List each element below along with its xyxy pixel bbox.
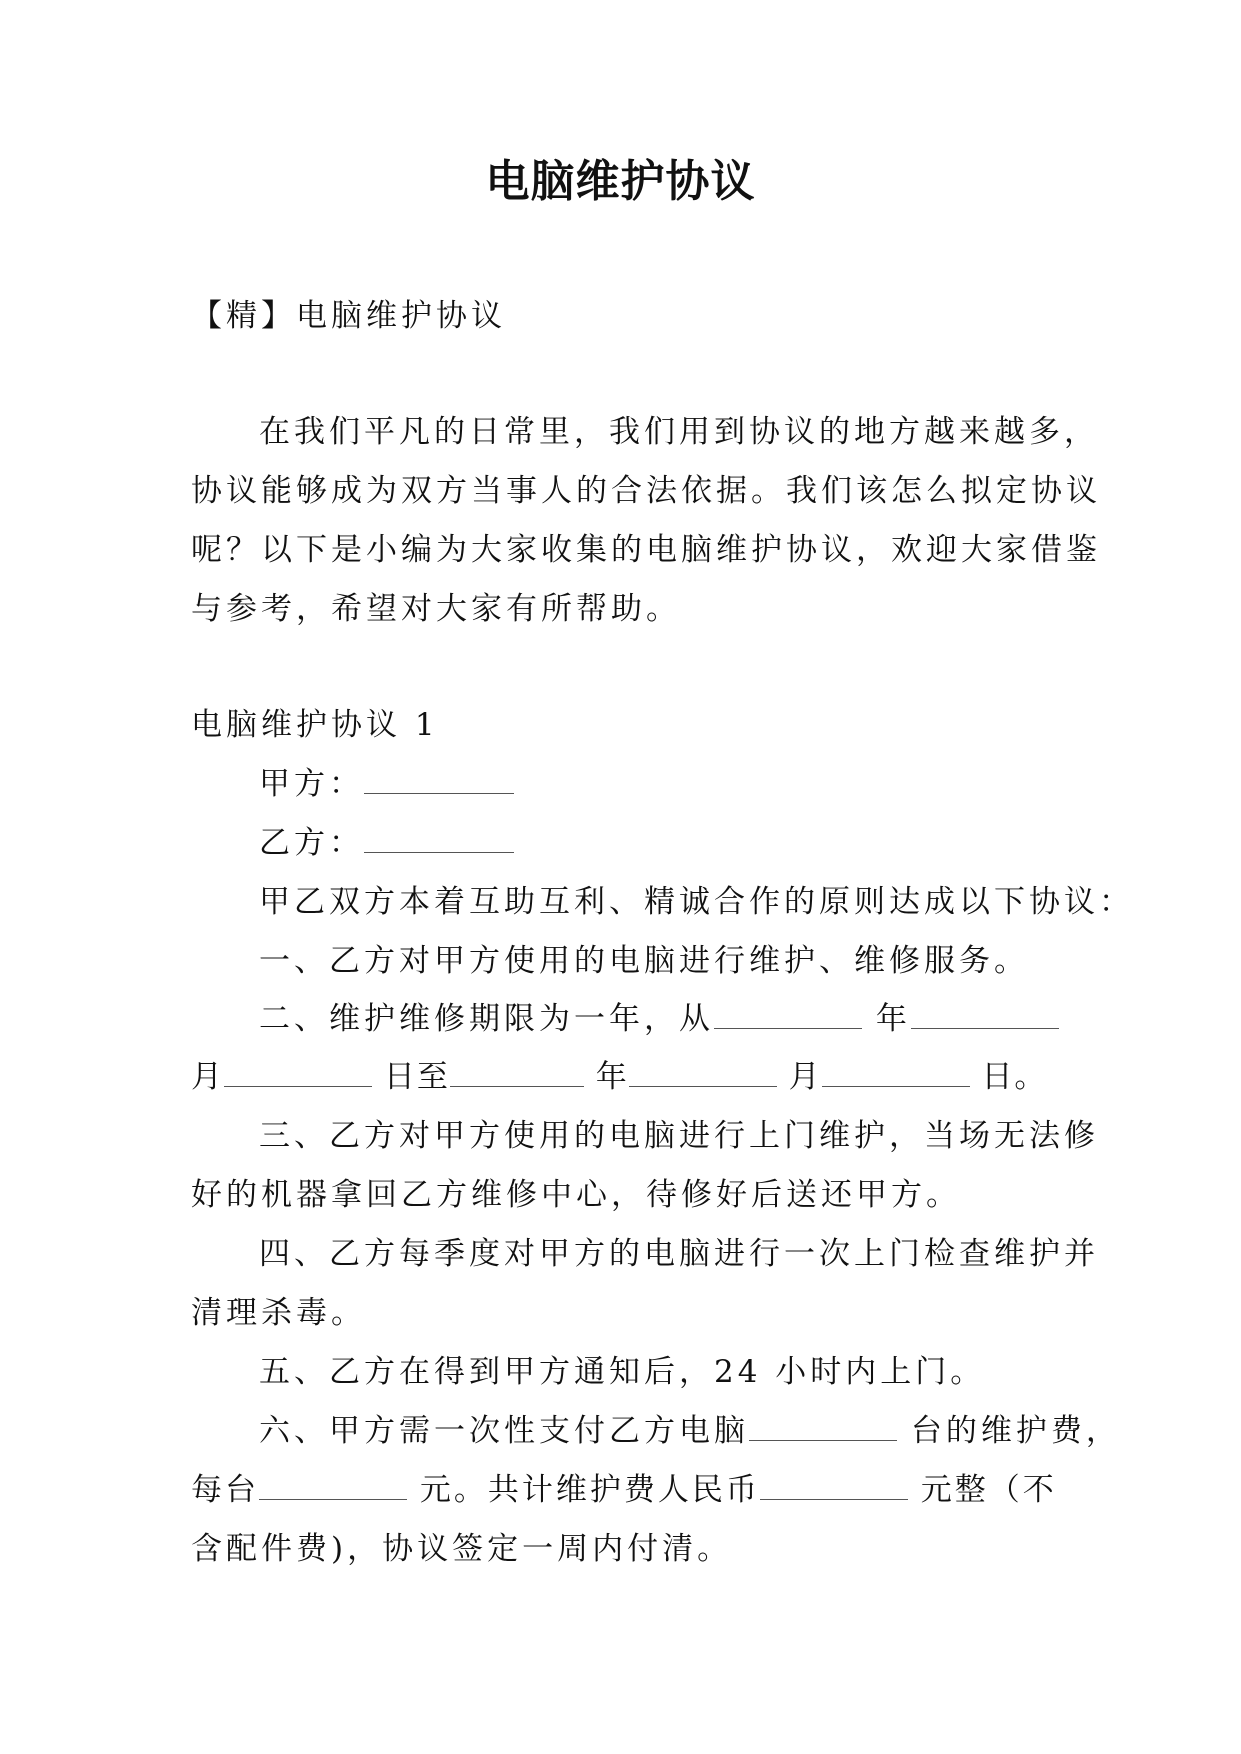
clause-4-line-2: 清理杀毒。 bbox=[191, 1295, 366, 1331]
start-year-blank[interactable] bbox=[714, 1002, 862, 1029]
clause-6-yuan-label: 元整（不 bbox=[920, 1472, 1057, 1508]
clause-1: 一、乙方对甲方使用的电脑进行维护、维修服务。 bbox=[259, 943, 1029, 979]
clause-2-text: 二、维护维修期限为一年，从 bbox=[259, 1001, 714, 1037]
party-b-blank[interactable] bbox=[364, 826, 514, 853]
clause-4-line-1: 四、乙方每季度对甲方的电脑进行一次上门检查维护并 bbox=[259, 1236, 1099, 1272]
start-month-blank[interactable] bbox=[911, 1002, 1059, 1029]
document-title: 电脑维护协议 bbox=[485, 156, 756, 207]
party-a-blank[interactable] bbox=[364, 767, 514, 794]
end-day-blank[interactable] bbox=[822, 1060, 970, 1087]
clause-6-fee-label: 台的维护费， bbox=[910, 1413, 1121, 1449]
clause-6-line-3: 含配件费)，协议签定一周内付清。 bbox=[191, 1531, 733, 1567]
clause-3-line-1: 三、乙方对甲方使用的电脑进行上门维护，当场无法修 bbox=[259, 1118, 1099, 1154]
intro-line-4: 与参考，希望对大家有所帮助。 bbox=[191, 591, 681, 627]
clause-6-line-2 bbox=[191, 1468, 1057, 1512]
end-month-blank[interactable] bbox=[629, 1060, 777, 1087]
total-fee-blank[interactable] bbox=[760, 1473, 908, 1500]
clause-2-month-label: 月 bbox=[191, 1059, 224, 1095]
clause-2-end-year-label: 年 bbox=[595, 1059, 629, 1095]
clause-3-line-2: 好的机器拿回乙方维修中心，待修好后送还甲方。 bbox=[191, 1177, 961, 1213]
computer-count-blank[interactable] bbox=[749, 1414, 897, 1441]
unit-price-blank[interactable] bbox=[259, 1473, 407, 1500]
party-b-label: 乙方： bbox=[259, 825, 364, 861]
end-year-blank[interactable] bbox=[450, 1060, 584, 1087]
clause-5: 五、乙方在得到甲方通知后，24 小时内上门。 bbox=[259, 1354, 986, 1390]
party-a-label: 甲方： bbox=[259, 766, 364, 802]
clause-6-per-unit-label: 每台 bbox=[191, 1472, 259, 1508]
clause-6-line-1 bbox=[259, 1409, 1121, 1453]
clause-2-line-2 bbox=[191, 1055, 1047, 1099]
preamble: 甲乙双方本着互助互利、精诚合作的原则达成以下协议： bbox=[259, 884, 1134, 920]
party-b-line bbox=[259, 821, 514, 865]
intro-line-3: 呢？以下是小编为大家收集的电脑维护协议，欢迎大家借鉴 bbox=[191, 532, 1101, 568]
clause-6-total-label: 元。共计维护费人民币 bbox=[419, 1472, 760, 1508]
clause-2-day-to-label: 日至 bbox=[383, 1059, 450, 1095]
start-day-blank[interactable] bbox=[224, 1060, 372, 1087]
clause-2-line-1 bbox=[259, 997, 1059, 1041]
intro-line-1: 在我们平凡的日常里，我们用到协议的地方越来越多， bbox=[259, 414, 1099, 450]
party-a-line bbox=[259, 762, 514, 806]
intro-line-2: 协议能够成为双方当事人的合法依据。我们该怎么拟定协议 bbox=[191, 473, 1101, 509]
clause-6-text: 六、甲方需一次性支付乙方电脑 bbox=[259, 1413, 749, 1449]
section-heading: 电脑维护协议 1 bbox=[191, 707, 439, 743]
clause-2-year-label: 年 bbox=[875, 1001, 911, 1037]
document-subtitle: 【精】电脑维护协议 bbox=[191, 298, 506, 334]
clause-2-end-month-label: 月 bbox=[788, 1059, 822, 1095]
clause-2-end-day-label: 日。 bbox=[981, 1059, 1048, 1095]
